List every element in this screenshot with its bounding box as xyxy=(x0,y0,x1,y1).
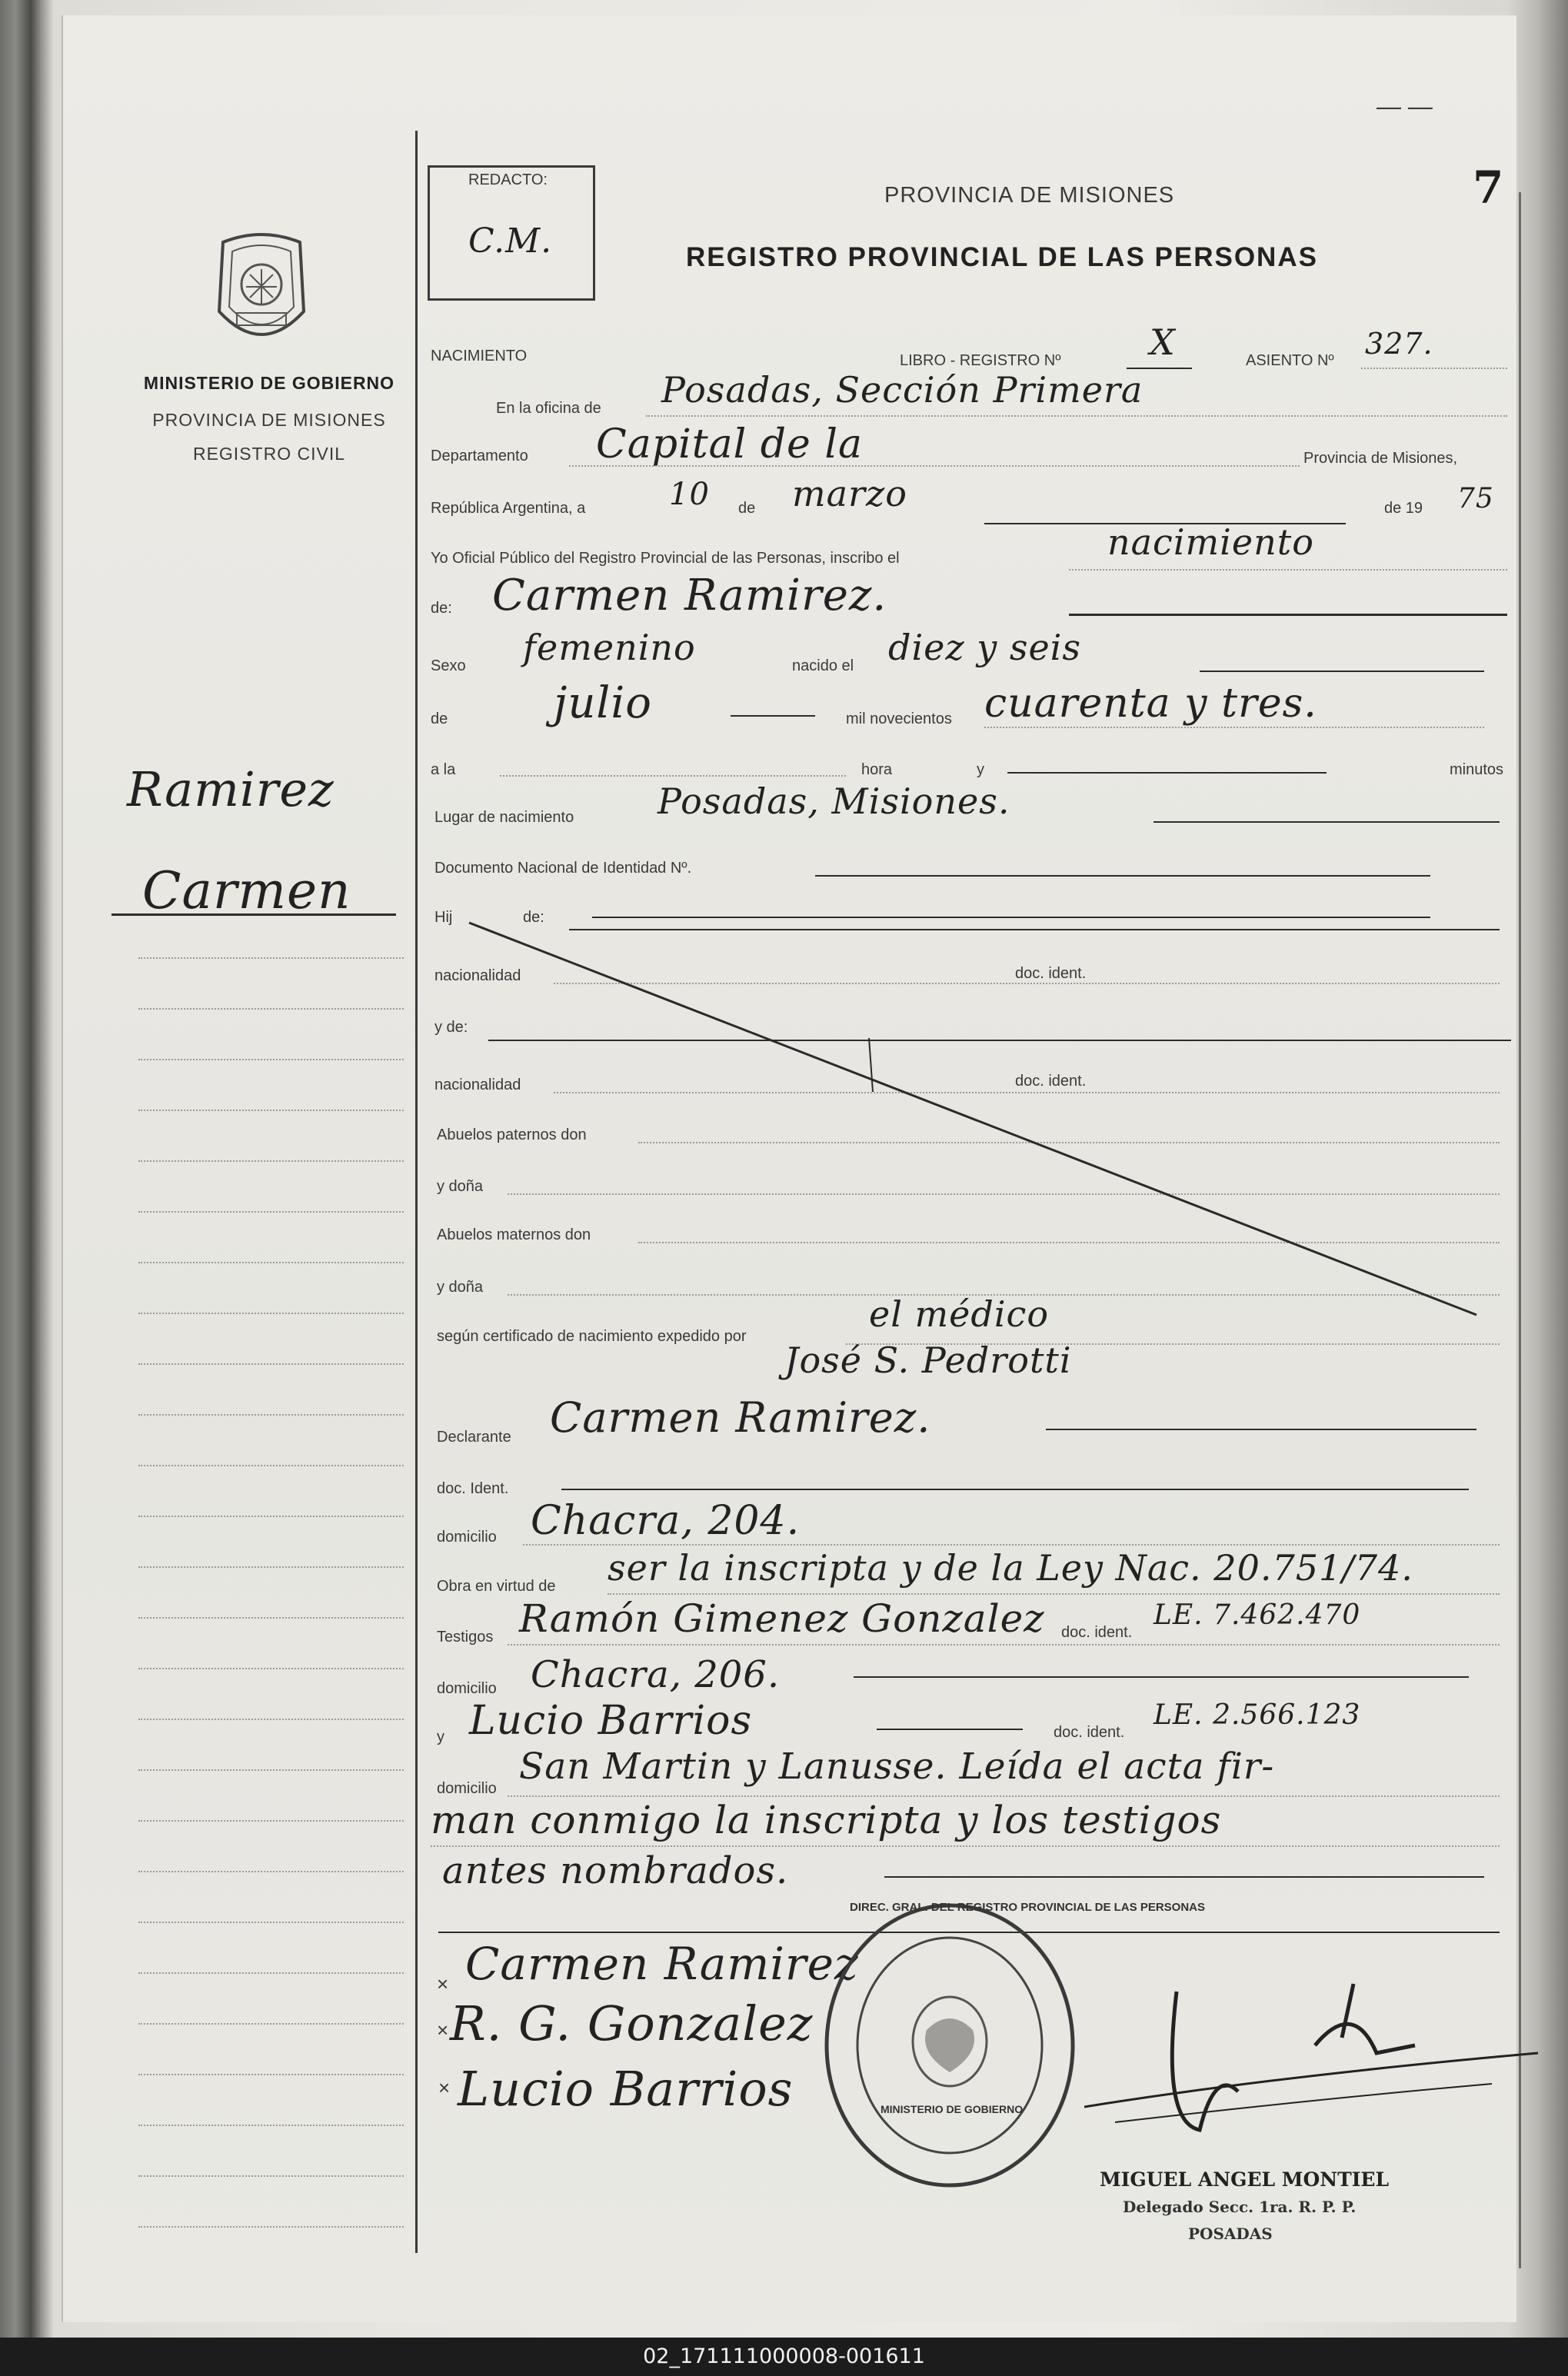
redacto-box xyxy=(428,165,595,301)
firma-1: Carmen Ramirez xyxy=(465,1938,859,1990)
margin-rule xyxy=(415,131,418,2253)
official-title: Delegado Secc. 1ra. R. P. P. xyxy=(1123,2198,1357,2216)
testigo2: Lucio Barrios xyxy=(469,1698,753,1744)
dots-asiento xyxy=(1361,368,1507,369)
y-label: y xyxy=(977,761,984,778)
official-signature xyxy=(1084,1968,1546,2168)
republica-label: República Argentina, a xyxy=(431,500,586,517)
dots-cierre1 xyxy=(431,1845,1500,1847)
underline-docident xyxy=(561,1489,1469,1490)
underline-dni xyxy=(815,875,1430,877)
dots-domicilio3 xyxy=(508,1795,1500,1797)
left-dotted-line xyxy=(138,1871,404,1872)
libro-value: X xyxy=(1150,321,1176,363)
de3-label: de: xyxy=(523,909,544,926)
domicilio1-label: domicilio xyxy=(437,1529,497,1546)
maternos-label: Abuelos maternos don xyxy=(437,1226,591,1243)
left-dotted-line xyxy=(138,1769,404,1771)
ala-label: a la xyxy=(431,761,456,778)
underline-cierre2 xyxy=(884,1876,1484,1878)
docident2-label: doc. ident. xyxy=(1015,1073,1087,1090)
underline-hora xyxy=(1007,772,1327,774)
de-label: de: xyxy=(431,600,452,617)
ydona2-label: y doña xyxy=(437,1279,484,1296)
asiento-value: 327. xyxy=(1365,327,1433,361)
left-dotted-line xyxy=(138,1008,404,1010)
left-dotted-line xyxy=(138,1262,404,1263)
anio-label: de 19 xyxy=(1384,500,1423,517)
docident-label: doc. Ident. xyxy=(437,1480,509,1497)
left-dotted-line xyxy=(138,1617,404,1619)
cierre-2: antes nombrados. xyxy=(442,1849,789,1892)
dni-label: Documento Nacional de Identidad Nº. xyxy=(434,860,692,877)
left-dotted-line xyxy=(138,1110,404,1111)
dots-certificado xyxy=(846,1343,1500,1345)
y2-label: y xyxy=(437,1729,444,1745)
dots-departamento xyxy=(569,465,1300,467)
domicilio2-value: Chacra, 206. xyxy=(531,1653,781,1696)
underline-domicilio2 xyxy=(854,1676,1469,1678)
underline-testigo2 xyxy=(877,1729,1023,1730)
margin-name: Carmen xyxy=(142,861,351,920)
page-number: 7 xyxy=(1473,161,1504,214)
certificado-label: según certificado de nacimiento expedido por xyxy=(437,1328,747,1345)
left-dotted-line xyxy=(138,2023,404,2025)
dots-hora xyxy=(500,775,846,777)
sig-x-1: × xyxy=(437,1972,449,1995)
fecha-mes: marzo xyxy=(792,473,907,514)
left-dotted-line xyxy=(138,1972,404,1974)
oficial-text: Yo Oficial Público del Registro Provincial de las Personas, inscribo el xyxy=(431,550,900,567)
ministry-office: REGISTRO CIVIL xyxy=(192,444,346,464)
hij-label: Hij xyxy=(434,909,453,926)
persona-nombre: Carmen Ramirez. xyxy=(492,571,887,621)
docident4-label: doc. ident. xyxy=(1054,1724,1125,1741)
dots-oficial xyxy=(1069,569,1507,571)
domicilio1-value: Chacra, 204. xyxy=(531,1498,801,1544)
stamp-inner-text: MINISTERIO DE GOBIERNO xyxy=(881,2103,1024,2115)
left-dotted-line xyxy=(138,1465,404,1466)
declarante-value: Carmen Ramirez. xyxy=(550,1393,931,1442)
lugar-label: Lugar de nacimiento xyxy=(434,809,574,826)
left-dotted-line xyxy=(138,1160,404,1162)
domicilio3-label: domicilio xyxy=(437,1780,497,1797)
nacionalidad2-label: nacionalidad xyxy=(434,1077,521,1093)
hora-label: hora xyxy=(861,761,893,778)
oficial-value: nacimiento xyxy=(1107,521,1314,563)
testigos-label: Testigos xyxy=(437,1629,494,1646)
ministry-title: MINISTERIO DE GOBIERNO xyxy=(143,373,395,393)
left-dotted-line xyxy=(138,1566,404,1568)
domicilio2-label: domicilio xyxy=(437,1680,497,1697)
firma-3: Lucio Barrios xyxy=(458,2061,794,2117)
oficina-value: Posadas, Sección Primera xyxy=(661,369,1144,411)
underline-declarante xyxy=(1046,1429,1476,1430)
official-name: MIGUEL ANGEL MONTIEL xyxy=(1100,2168,1390,2191)
cierre-1: man conmigo la inscripta y los testigos xyxy=(431,1798,1222,1842)
underline-persona xyxy=(1069,614,1507,616)
right-rule xyxy=(1519,192,1521,2268)
anio-value: 75 xyxy=(1457,483,1494,514)
redacto-label: REDACTO: xyxy=(468,171,548,188)
nacido-mes: julio xyxy=(554,678,652,728)
margin-underline xyxy=(112,913,396,916)
nacido-label: nacido el xyxy=(792,657,854,674)
left-dotted-line xyxy=(138,1719,404,1720)
paternos-label: Abuelos paternos don xyxy=(437,1126,587,1143)
left-dotted-line xyxy=(138,2074,404,2075)
cancel-slash xyxy=(454,907,1484,1323)
top-mark: — — xyxy=(1377,92,1433,120)
firma-2: R. G. Gonzalez xyxy=(450,1995,814,2052)
nacimiento-label: NACIMIENTO xyxy=(431,348,528,364)
asiento-label: ASIENTO Nº xyxy=(1246,352,1334,369)
left-dotted-line xyxy=(138,1313,404,1314)
fecha-dia: 10 xyxy=(669,477,710,512)
nacido-dia: diez y seis xyxy=(888,627,1081,668)
left-dotted-line xyxy=(138,1211,404,1213)
fecha-de: de xyxy=(738,500,756,517)
dots-anio xyxy=(984,727,1484,728)
dots-obra xyxy=(608,1593,1500,1595)
official-city: POSADAS xyxy=(1188,2225,1273,2243)
testigo2-doc: LE. 2.566.123 xyxy=(1154,1699,1361,1731)
nacionalidad1-label: nacionalidad xyxy=(434,967,521,984)
docident3-label: doc. ident. xyxy=(1061,1624,1133,1641)
obra-value: ser la inscripta y de la Ley Nac. 20.751/74. xyxy=(608,1547,1413,1589)
obra-label: Obra en virtud de xyxy=(437,1578,556,1595)
domicilio3-value: San Martin y Lanusse. Leída el acta fir- xyxy=(519,1745,1275,1788)
sig-x-3: × xyxy=(438,2076,451,2099)
departamento-value: Capital de la xyxy=(596,421,863,468)
ydona1-label: y doña xyxy=(437,1178,484,1195)
dots-oficina xyxy=(646,415,1507,417)
left-dotted-line xyxy=(138,1820,404,1822)
libro-label: LIBRO - REGISTRO Nº xyxy=(900,352,1061,369)
redacto-value: C.M. xyxy=(468,221,553,261)
sexo-label: Sexo xyxy=(431,657,466,674)
departamento-label: Departamento xyxy=(431,448,528,464)
nacido-anio: cuarenta y tres. xyxy=(984,681,1317,727)
left-dotted-line xyxy=(138,1059,404,1060)
left-dotted-line xyxy=(138,1516,404,1517)
lugar-value: Posadas, Misiones. xyxy=(657,780,1010,822)
left-dotted-line xyxy=(138,957,404,959)
left-dotted-line xyxy=(138,2175,404,2177)
left-dotted-line xyxy=(138,1668,404,1669)
declarante-label: Declarante xyxy=(437,1429,511,1446)
dots-testigos xyxy=(508,1644,1500,1646)
left-dotted-line xyxy=(138,2226,404,2228)
underline-nacido xyxy=(1200,671,1484,672)
scan-caption: 02_171111000008-001611 xyxy=(0,2338,1568,2376)
oficina-label: En la oficina de xyxy=(496,400,601,417)
certificado-value-1: el médico xyxy=(869,1293,1050,1335)
margin-surname: Ramirez xyxy=(127,761,335,817)
certificado-value-2: José S. Pedrotti xyxy=(784,1339,1072,1381)
yde-label: y de: xyxy=(434,1019,468,1036)
left-dotted-line xyxy=(138,1922,404,1923)
official-stamp xyxy=(819,1899,1205,2191)
sexo-value: femenino xyxy=(523,627,696,668)
provincia-label: Provincia de Misiones, xyxy=(1303,450,1458,467)
underline-mes xyxy=(731,715,815,717)
ministry-province: PROVINCIA DE MISIONES xyxy=(152,410,386,430)
left-dotted-line xyxy=(138,2125,404,2126)
minutos-label: minutos xyxy=(1450,761,1504,778)
sig-x-2: × xyxy=(437,2018,449,2042)
docident1-label: doc. ident. xyxy=(1015,965,1087,982)
header-registry: REGISTRO PROVINCIAL DE LAS PERSONAS xyxy=(686,242,1318,272)
ministry-seal xyxy=(208,227,315,350)
milnovecientos-label: mil novecientos xyxy=(846,710,952,727)
left-dotted-line xyxy=(138,1414,404,1416)
underline-lugar xyxy=(1154,821,1500,823)
testigo1-doc: LE. 7.462.470 xyxy=(1154,1599,1361,1631)
de2-label: de xyxy=(431,710,448,727)
stamp-ring-text: DIREC. GRAL. DEL REGISTRO PROVINCIAL DE LAS PERSONAS xyxy=(850,1901,1205,1914)
dots-domicilio1 xyxy=(523,1544,1500,1546)
header-province: PROVINCIA DE MISIONES xyxy=(884,183,1175,208)
left-dotted-line xyxy=(138,1363,404,1365)
testigo1: Ramón Gimenez Gonzalez xyxy=(519,1596,1045,1641)
